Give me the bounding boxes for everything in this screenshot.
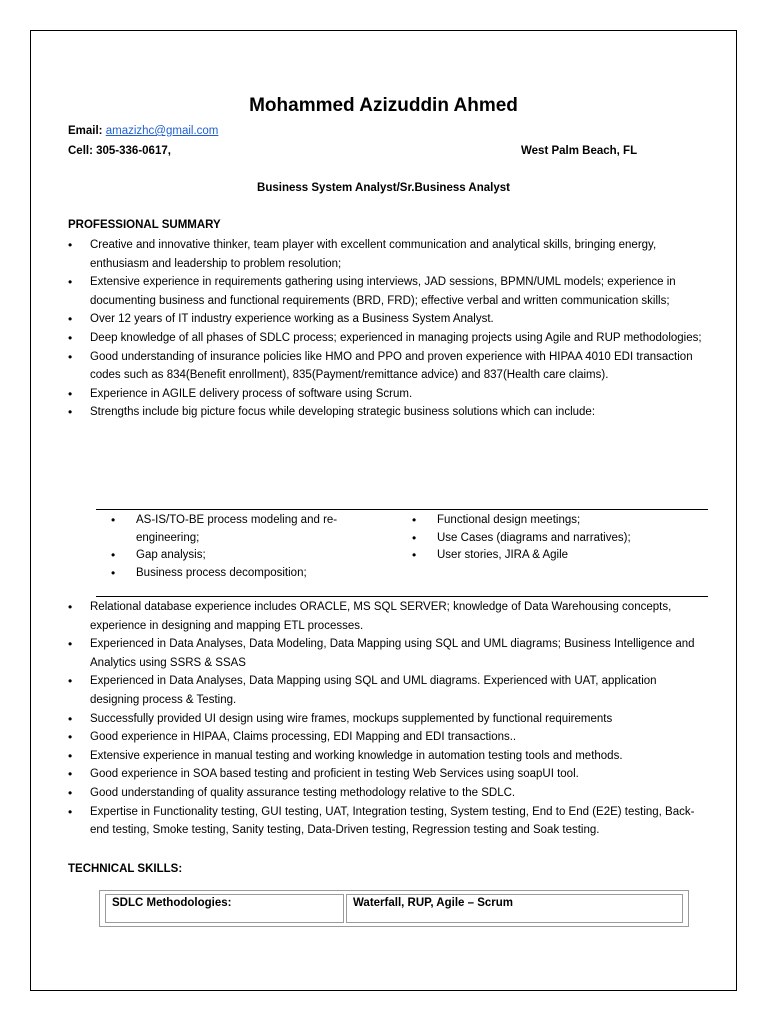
list-item: • Relational database experience includes ORACLE, MS SQL SERVER; knowledge of Data Warehousing concepts, experience in designing and mapping ETL processes. xyxy=(68,598,708,635)
list-item: • Over 12 years of IT industry experience working as a Business System Analyst. xyxy=(68,310,708,329)
professional-summary-heading: PROFESSIONAL SUMMARY xyxy=(68,219,221,231)
section-divider xyxy=(96,596,708,597)
cell-phone: Cell: 305-336-0617, xyxy=(68,145,171,157)
list-item: • Good understanding of quality assurance testing methodology relative to the SDLC. xyxy=(68,784,708,803)
list-item: • Experienced in Data Analyses, Data Mapping using SQL and UML diagrams. Experienced with UAT, application designing process & Testing. xyxy=(68,672,708,709)
list-item: • Business process decomposition; xyxy=(111,565,361,583)
list-item: • Experience in AGILE delivery process of software using Scrum. xyxy=(68,385,708,404)
resume-page xyxy=(30,30,737,991)
list-item: • Expertise in Functionality testing, GUI testing, UAT, Integration testing, System testing, End to End (E2E) testing, Back-end testing, Smoke testing, Sanity testing, Data-Driven testing, Regression testing and Soak testing. xyxy=(68,803,708,840)
list-item: • Good experience in HIPAA, Claims processing, EDI Mapping and EDI transactions.. xyxy=(68,728,708,747)
strengths-right-list xyxy=(412,512,712,565)
email-link[interactable]: amazizhc@gmail.com xyxy=(105,125,219,137)
technical-skills-heading: TECHNICAL SKILLS: xyxy=(68,863,183,875)
list-item: • User stories, JIRA & Agile xyxy=(412,547,712,565)
experience-list xyxy=(68,598,708,840)
list-item: • Extensive experience in manual testing and working knowledge in automation testing tools and methods. xyxy=(68,747,708,766)
list-item: • Experienced in Data Analyses, Data Modeling, Data Mapping using SQL and UML diagrams; Business Intelligence and Analytics using SSRS & SSAS xyxy=(68,635,708,672)
list-item: • Deep knowledge of all phases of SDLC process; experienced in managing projects using Agile and RUP methodologies; xyxy=(68,329,708,348)
list-item: • Gap analysis; xyxy=(111,547,361,565)
candidate-name: Mohammed Azizuddin Ahmed xyxy=(249,95,518,116)
job-title: Business System Analyst/Sr.Business Analyst xyxy=(257,182,510,194)
list-item: • Strengths include big picture focus while developing strategic business solutions which can include: xyxy=(68,403,708,422)
list-item: • Extensive experience in requirements gathering using interviews, JAD sessions, BPMN/UML models; experience in documenting business and functional requirements (BRD, FRD); effective verbal and written communication skills; xyxy=(68,273,708,310)
technical-skills-table xyxy=(99,890,689,927)
skill-value-cell: Waterfall, RUP, Agile – Scrum xyxy=(346,894,683,923)
email-line xyxy=(68,125,218,137)
list-item: • Successfully provided UI design using wire frames, mockups supplemented by functional requirements xyxy=(68,710,708,729)
strengths-left-list xyxy=(111,512,361,582)
list-item: • Good understanding of insurance policies like HMO and PPO and proven experience with HIPAA 4010 EDI transaction codes such as 834(Benefit enrollment), 835(Payment/remittance advice) and 837(Health care claims). xyxy=(68,348,708,385)
list-item: • Use Cases (diagrams and narratives); xyxy=(412,530,712,548)
email-label: Email: xyxy=(68,125,103,137)
summary-list xyxy=(68,236,708,422)
location: West Palm Beach, FL xyxy=(521,145,638,157)
list-item: • Functional design meetings; xyxy=(412,512,712,530)
section-divider xyxy=(96,509,708,510)
list-item: • Good experience in SOA based testing and proficient in testing Web Services using soapUI tool. xyxy=(68,765,708,784)
list-item: • Creative and innovative thinker, team player with excellent communication and analytical skills, bringing energy, enthusiasm and leadership to problem resolution; xyxy=(68,236,708,273)
table-row xyxy=(105,894,683,923)
list-item: • AS-IS/TO-BE process modeling and re-engineering; xyxy=(111,512,361,547)
skill-label-cell: SDLC Methodologies: xyxy=(105,894,344,923)
